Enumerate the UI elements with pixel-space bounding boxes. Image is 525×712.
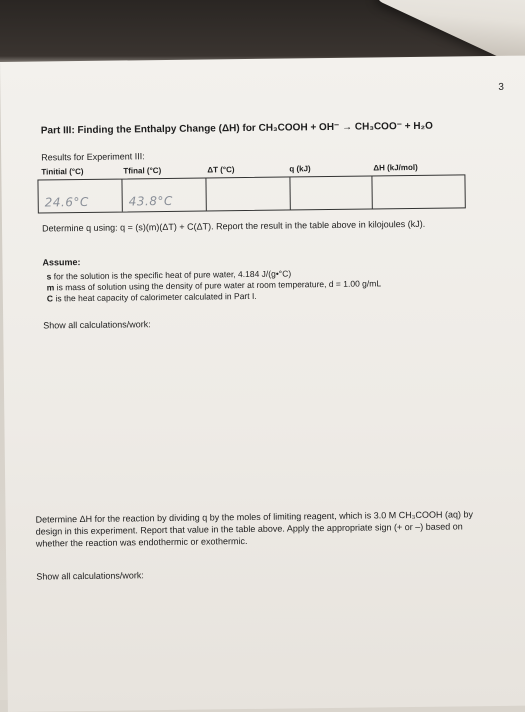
cell-t-final[interactable] <box>122 178 206 211</box>
section-title: Part III: Finding the Enthalpy Change (ΔH) for CH₃COOH + OH⁻ → CH₃COO⁻ + H₂O <box>40 120 433 137</box>
header-q: q (kJ) <box>289 164 311 174</box>
assumption-c: C is the heat capacity of calorimeter calculated in Part I. <box>46 290 257 304</box>
header-delta-h: ΔH (kJ/mol) <box>373 162 418 173</box>
cell-t-initial[interactable] <box>38 180 122 213</box>
show-work-label-2: Show all calculations/work: <box>36 570 144 582</box>
results-table <box>37 160 466 213</box>
assumption-m: m is mass of solution using the density of pure water at room temperature, d = 1.00 g/mL <box>46 278 382 293</box>
header-t-initial: Tinitial (°C) <box>41 166 84 177</box>
worksheet-page <box>0 56 525 712</box>
header-t-final: Tfinal (°C) <box>123 166 162 176</box>
results-label: Results for Experiment III: <box>41 151 145 163</box>
table-row <box>37 174 465 213</box>
cell-q[interactable] <box>290 176 372 209</box>
assume-heading: Assume: <box>42 257 81 268</box>
cell-delta-h[interactable] <box>372 175 464 208</box>
handwritten-t-final: 43.8°C <box>128 193 173 209</box>
instruction-delta-h: Determine ΔH for the reaction by dividing q by the moles of limiting reagent, which is 3.0 M CH₃COOH (aq) by design in this experiment. Report that value in the table above. Apply the appropriate sign (+ or –) based on whether the reaction was endothermic or exothermic. <box>35 509 473 549</box>
page-number: 3 <box>498 81 504 93</box>
assumption-s: s for the solution is the specific heat of pure water, 4.184 J/(g•°C) <box>46 268 292 282</box>
header-delta-t: ΔT (°C) <box>207 165 235 175</box>
instruction-q: Determine q using: q = (s)(m)(ΔT) + C(ΔT). Report the result in the table above in kilojoules (kJ). <box>41 218 426 234</box>
show-work-label-1: Show all calculations/work: <box>43 319 151 331</box>
handwritten-t-initial: 24.6°C <box>44 194 89 210</box>
cell-delta-t[interactable] <box>206 177 290 210</box>
assumptions-list <box>47 266 487 304</box>
